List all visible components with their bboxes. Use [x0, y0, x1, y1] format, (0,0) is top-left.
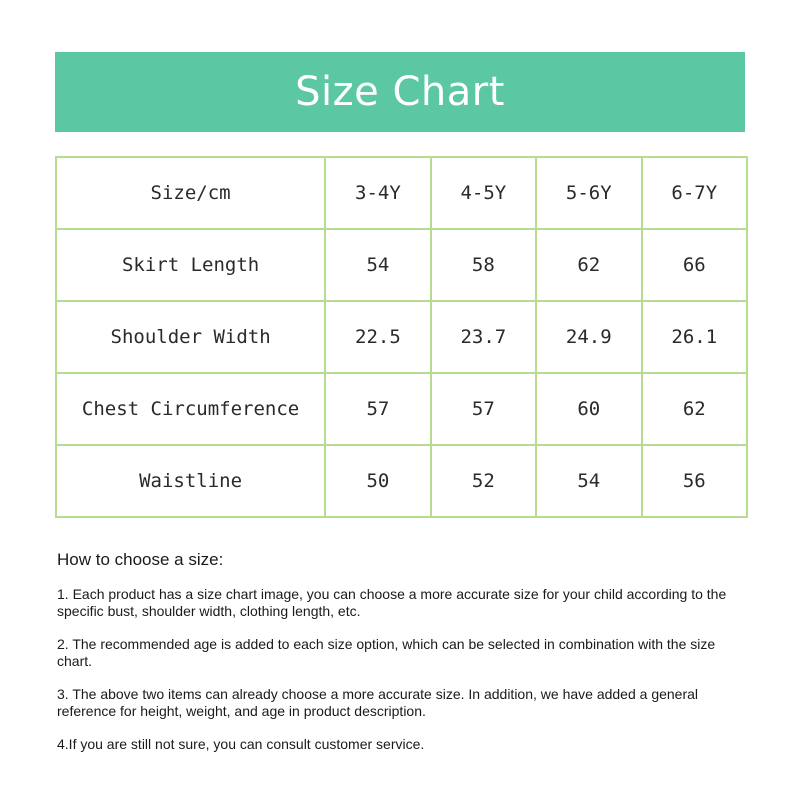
size-guide [57, 550, 747, 769]
table-cell: 56 [642, 445, 747, 517]
header-cell-age: 5-6Y [536, 157, 641, 229]
table-row [56, 229, 747, 301]
header-cell-age: 6-7Y [642, 157, 747, 229]
guide-title: How to choose a size: [57, 550, 224, 569]
table-cell: 23.7 [431, 301, 536, 373]
table-cell: 57 [325, 373, 430, 445]
table-cell: 26.1 [642, 301, 747, 373]
table-cell: 57 [431, 373, 536, 445]
table-cell: 24.9 [536, 301, 641, 373]
table-cell: 52 [431, 445, 536, 517]
table-cell: 66 [642, 229, 747, 301]
table-row [56, 445, 747, 517]
table-cell: 62 [642, 373, 747, 445]
guide-item: 2. The recommended age is added to each size option, which can be selected in combination with the size chart. [57, 636, 716, 669]
row-label: Waistline [56, 445, 325, 517]
header-cell-size: Size/cm [56, 157, 325, 229]
size-chart-banner [55, 52, 745, 132]
size-table [55, 156, 748, 518]
header-cell-age: 4-5Y [431, 157, 536, 229]
guide-item: 3. The above two items can already choose a more accurate size. In addition, we have added a general reference for height, weight, and age in product description. [57, 686, 699, 719]
banner-title: Size Chart [295, 69, 505, 115]
row-label: Shoulder Width [56, 301, 325, 373]
table-row [56, 301, 747, 373]
table-cell: 54 [325, 229, 430, 301]
table-row [56, 373, 747, 445]
table-cell: 54 [536, 445, 641, 517]
table-cell: 50 [325, 445, 430, 517]
header-cell-age: 3-4Y [325, 157, 430, 229]
table-header-row [56, 157, 747, 229]
guide-item: 1. Each product has a size chart image, you can choose a more accurate size for your child according to the specific bust, shoulder width, clothing length, etc. [57, 586, 727, 619]
guide-item: 4.If you are still not sure, you can consult customer service. [57, 736, 425, 752]
row-label: Skirt Length [56, 229, 325, 301]
table-cell: 22.5 [325, 301, 430, 373]
table-cell: 62 [536, 229, 641, 301]
table-cell: 60 [536, 373, 641, 445]
table-cell: 58 [431, 229, 536, 301]
row-label: Chest Circumference [56, 373, 325, 445]
